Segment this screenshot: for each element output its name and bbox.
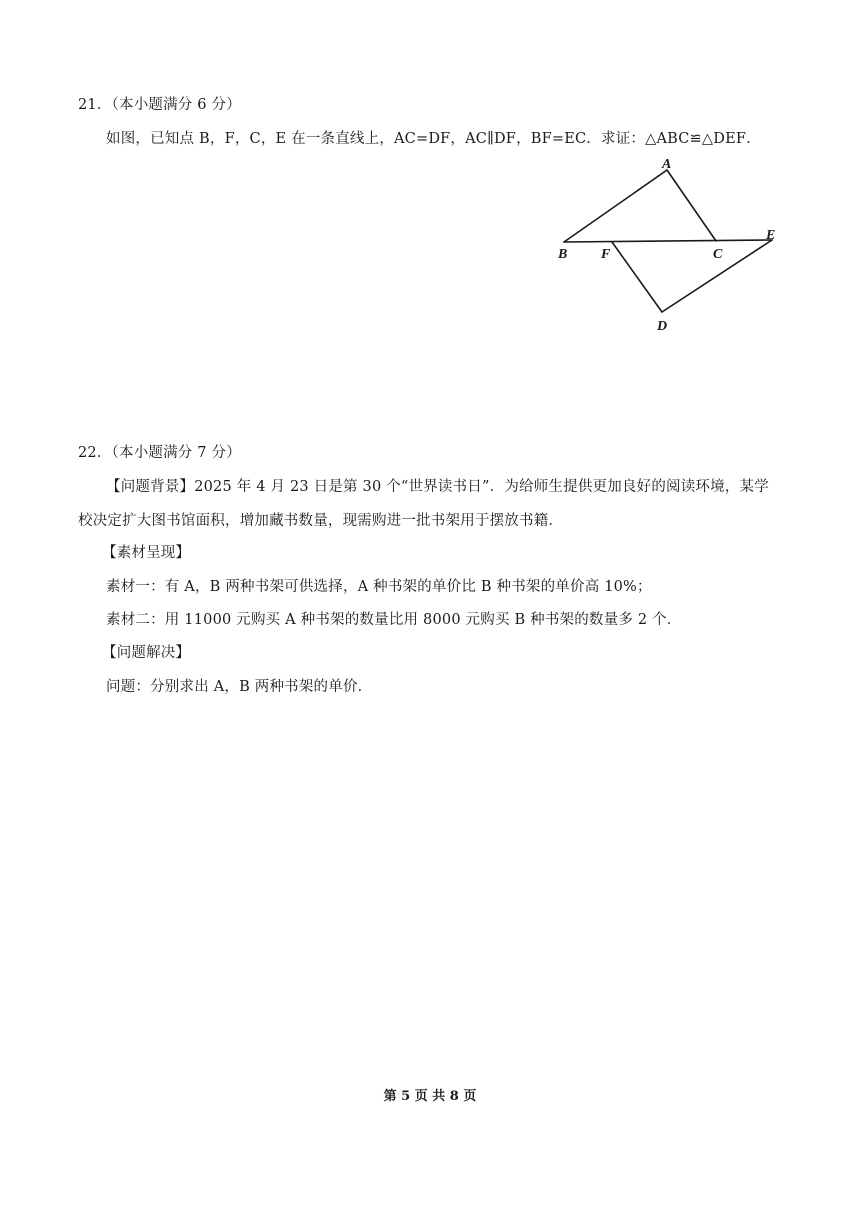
q22-background-line1: 【问题背景】2025 年 4 月 23 日是第 30 个“世界读书日”．为给师生提供更加良好的阅读环境，某学 (106, 479, 769, 495)
segment-AC (667, 170, 716, 241)
page-footer: 第 5 页 共 8 页 (383, 1089, 477, 1104)
q22-background-line2: 校决定扩大图书馆面积，增加藏书数量，现需购进一批书架用于摆放书籍． (78, 513, 564, 529)
q22-materials-heading: 【素材呈现】 (102, 545, 191, 561)
label-D: D (657, 319, 668, 334)
label-B: B (558, 247, 568, 262)
label-C: C (713, 247, 723, 262)
q21-header: 21．（本小题满分 6 分） (78, 97, 241, 113)
segment-FD (612, 242, 662, 312)
q22-solve-heading: 【问题解决】 (102, 645, 191, 661)
q22-question: 问题：分别求出 A，B 两种书架的单价． (106, 679, 373, 695)
segment-AB (564, 170, 667, 242)
label-A: A (662, 157, 672, 172)
label-E: E (766, 228, 776, 243)
q22-header: 22．（本小题满分 7 分） (78, 445, 241, 461)
q22-material1: 素材一：有 A，B 两种书架可供选择，A 种书架的单价比 B 种书架的单价高 10%； (106, 579, 652, 595)
line-BE (564, 240, 772, 242)
label-F: F (601, 247, 611, 262)
q22-material2: 素材二：用 11000 元购买 A 种书架的数量比用 8000 元购买 B 种书架的数量多 2 个． (106, 612, 682, 628)
triangle-figure (540, 150, 800, 350)
q21-body: 如图，已知点 B，F，C，E 在一条直线上，AC=DF，AC∥DF，BF=EC．求证：△ABC≌△DEF． (106, 131, 761, 147)
